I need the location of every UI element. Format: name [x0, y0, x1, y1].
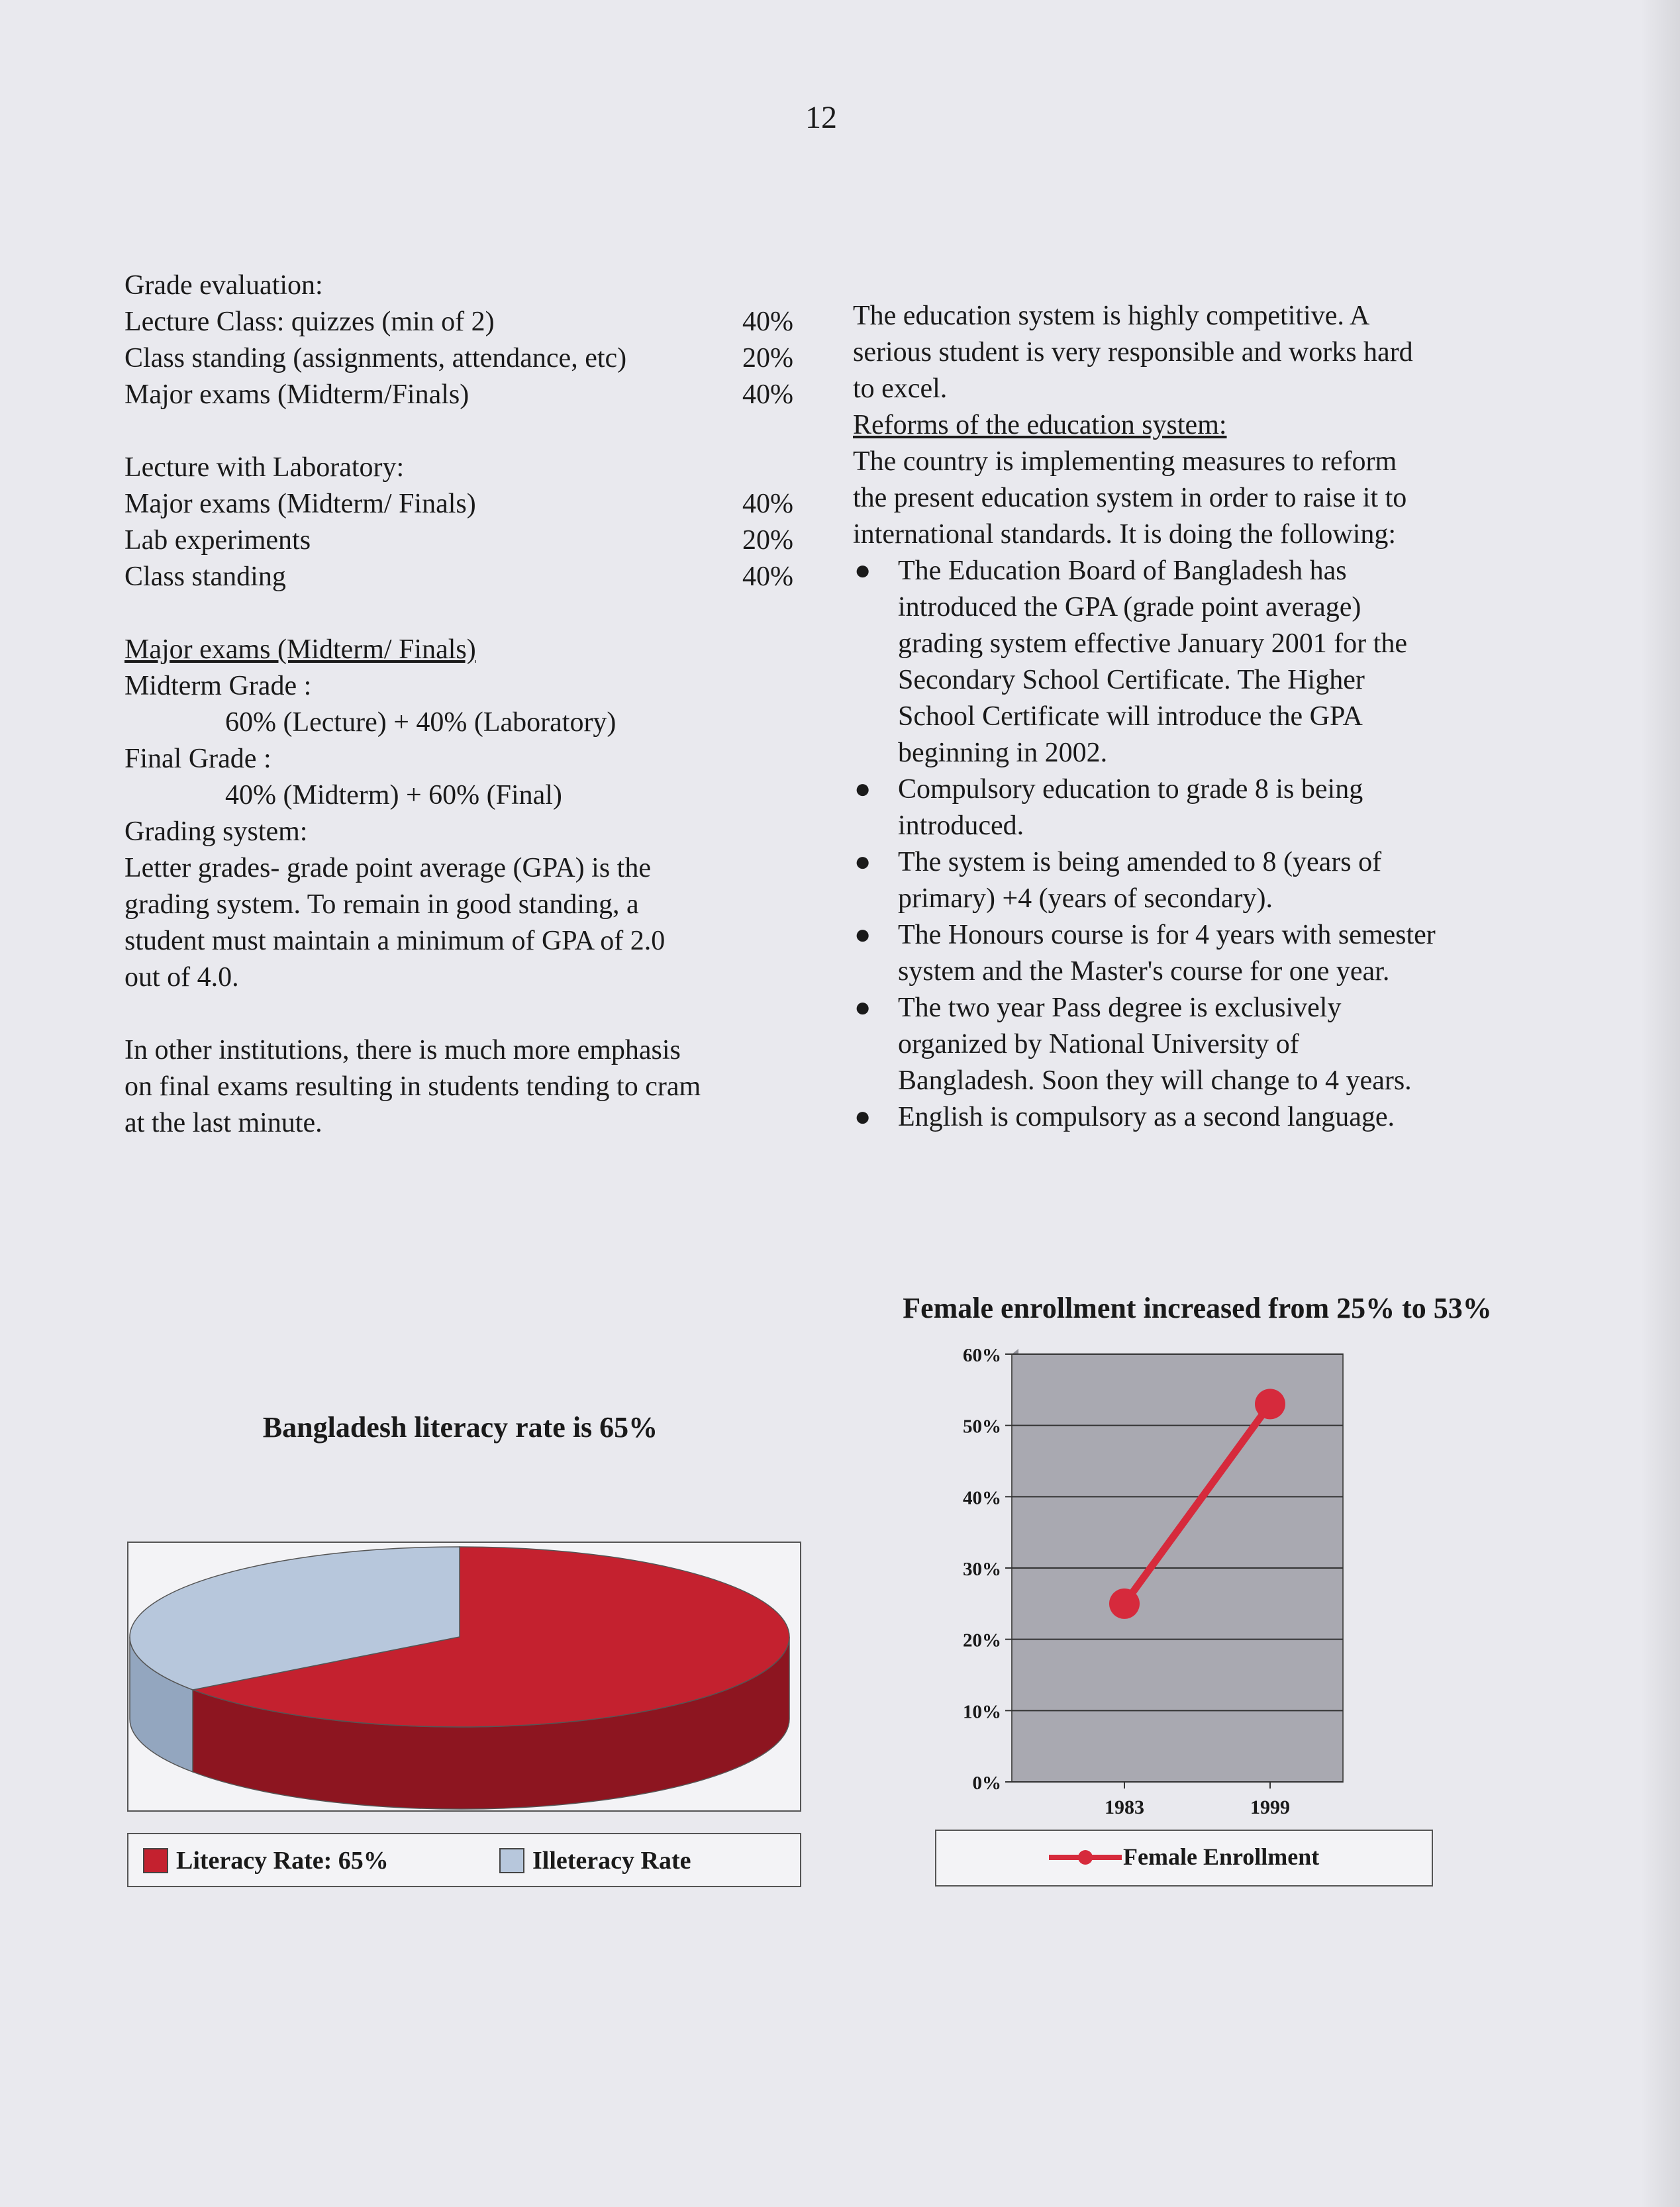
text-line: at the last minute. — [124, 1108, 322, 1138]
page-edge-shadow — [1640, 0, 1680, 2207]
text-line: Compulsory education to grade 8 is being — [898, 774, 1363, 805]
grade-row-percent: 20% — [742, 343, 793, 373]
lecture-class-table — [124, 304, 793, 413]
text-line: student must maintain a minimum of GPA of 2.0 — [124, 926, 666, 956]
y-tick-label: 0% — [972, 1773, 1001, 1794]
lab-heading: Lecture with Laboratory: — [124, 452, 405, 483]
text-line: The system is being amended to 8 (years of — [898, 847, 1382, 877]
text-line: organized by National University of — [898, 1029, 1299, 1059]
text-line: The two year Pass degree is exclusively — [898, 993, 1342, 1023]
grade-row-label: Class standing (assignments, attendance, etc) — [124, 343, 627, 373]
text-line: Secondary School Certificate. The Higher — [898, 665, 1365, 695]
y-tick-label: 20% — [963, 1630, 1001, 1651]
intro-paragraph — [853, 298, 1542, 407]
grade-row-label: Class standing — [124, 562, 286, 592]
grade-row-percent: 40% — [742, 307, 793, 337]
text-line: Letter grades- grade point average (GPA) is the — [124, 853, 651, 883]
text-line: out of 4.0. — [124, 962, 239, 993]
major-exams-heading: Major exams (Midterm/ Finals) — [124, 634, 476, 665]
bullet-dot-icon: ● — [854, 920, 871, 950]
grade-row — [124, 559, 793, 595]
y-tick-label: 40% — [963, 1487, 1001, 1509]
enrollment-line-chart — [920, 1341, 1437, 1831]
data-point — [1255, 1389, 1285, 1419]
text-line: grading system. To remain in good standing, a — [124, 889, 639, 920]
grade-row — [124, 377, 793, 413]
other-institutions-paragraph — [124, 1032, 793, 1142]
grade-row-percent: 40% — [742, 562, 793, 592]
y-tick-label: 10% — [963, 1701, 1001, 1723]
text-line: The country is implementing measures to reform — [853, 446, 1397, 477]
text-line: English is compulsory as a second language. — [898, 1102, 1395, 1132]
text-line: The education system is highly competitive. A — [853, 301, 1370, 331]
text-line: School Certificate will introduce the GPA — [898, 701, 1363, 732]
pie-legend — [127, 1833, 801, 1887]
lab-class-table — [124, 486, 793, 595]
legend-line-marker — [1042, 1844, 1128, 1871]
y-tick-label: 60% — [963, 1345, 1001, 1366]
bullet-item — [853, 844, 1542, 917]
literacy-pie-chart — [127, 1542, 801, 1812]
text-line: The Education Board of Bangladesh has — [898, 556, 1347, 586]
y-tick-label: 50% — [963, 1416, 1001, 1438]
page-number: 12 — [805, 100, 837, 135]
grade-row-label: Lecture Class: quizzes (min of 2) — [124, 307, 495, 337]
text-line: Bangladesh. Soon they will change to 4 years. — [898, 1065, 1412, 1096]
text-line: beginning in 2002. — [898, 738, 1108, 768]
bullet-item — [853, 917, 1542, 990]
bullet-dot-icon: ● — [854, 556, 871, 586]
text-line: introduced the GPA (grade point average) — [898, 592, 1361, 622]
enrollment-chart-title: Female enrollment increased from 25% to 53% — [903, 1292, 1492, 1324]
text-line: international standards. It is doing the following: — [853, 519, 1397, 550]
text-line: on final exams resulting in students tending to cram — [124, 1071, 701, 1102]
reforms-paragraph — [853, 444, 1542, 553]
final-formula: 40% (Midterm) + 60% (Final) — [225, 780, 562, 810]
text-line: to excel. — [853, 373, 948, 404]
text-line: In other institutions, there is much more emphasis — [124, 1035, 681, 1065]
y-tick-label: 30% — [963, 1559, 1001, 1580]
data-point — [1109, 1589, 1140, 1619]
bullet-dot-icon: ● — [854, 1102, 871, 1132]
grade-row-label: Lab experiments — [124, 525, 311, 556]
grade-row — [124, 522, 793, 559]
legend-swatch-literacy — [143, 1848, 168, 1873]
grade-row-label: Major exams (Midterm/Finals) — [124, 379, 469, 410]
reforms-bullet-list — [853, 553, 1542, 1136]
text-line: primary) +4 (years of secondary). — [898, 883, 1273, 914]
x-tick-label: 1999 — [1250, 1796, 1290, 1818]
legend-label-literacy: Literacy Rate: 65% — [176, 1847, 389, 1875]
legend-swatch-illiteracy — [499, 1848, 524, 1873]
x-tick-label: 1983 — [1105, 1796, 1144, 1818]
text-line: system and the Master's course for one year. — [898, 956, 1390, 987]
text-line: serious student is very responsible and works hard — [853, 337, 1413, 368]
text-line: introduced. — [898, 810, 1024, 841]
literacy-chart-title: Bangladesh literacy rate is 65% — [262, 1411, 658, 1444]
grade-row-label: Major exams (Midterm/ Finals) — [124, 489, 476, 519]
bullet-dot-icon: ● — [854, 847, 871, 877]
pie-chart-svg — [128, 1543, 800, 1810]
legend-item-illiteracy — [499, 1846, 691, 1875]
grade-row — [124, 304, 793, 340]
grade-row-percent: 40% — [742, 489, 793, 519]
grade-evaluation-heading: Grade evaluation: — [124, 270, 323, 301]
bullet-item — [853, 1099, 1542, 1136]
legend-label-enrollment: Female Enrollment — [1123, 1843, 1320, 1870]
text-line: the present education system in order to raise it to — [853, 483, 1407, 513]
grade-row-percent: 40% — [742, 379, 793, 410]
text-line: grading system effective January 2001 for the — [898, 628, 1407, 659]
reforms-heading: Reforms of the education system: — [853, 410, 1227, 440]
midterm-label: Midterm Grade : — [124, 671, 312, 701]
text-line: The Honours course is for 4 years with semester — [898, 920, 1436, 950]
grade-row — [124, 340, 793, 377]
bullet-dot-icon: ● — [854, 774, 871, 805]
grade-row — [124, 486, 793, 522]
bullet-item — [853, 771, 1542, 844]
bullet-item — [853, 553, 1542, 771]
line-legend — [935, 1830, 1433, 1887]
bullet-dot-icon: ● — [854, 993, 871, 1023]
grading-heading: Grading system: — [124, 816, 308, 847]
midterm-formula: 60% (Lecture) + 40% (Laboratory) — [225, 707, 617, 738]
legend-label-illiteracy: Illeteracy Rate — [532, 1847, 691, 1875]
bullet-item — [853, 990, 1542, 1099]
right-column — [853, 298, 1542, 1136]
grade-row-percent: 20% — [742, 525, 793, 556]
legend-item-literacy — [143, 1846, 389, 1875]
left-column — [124, 268, 793, 1142]
final-label: Final Grade : — [124, 744, 272, 774]
grading-paragraph — [124, 850, 793, 996]
